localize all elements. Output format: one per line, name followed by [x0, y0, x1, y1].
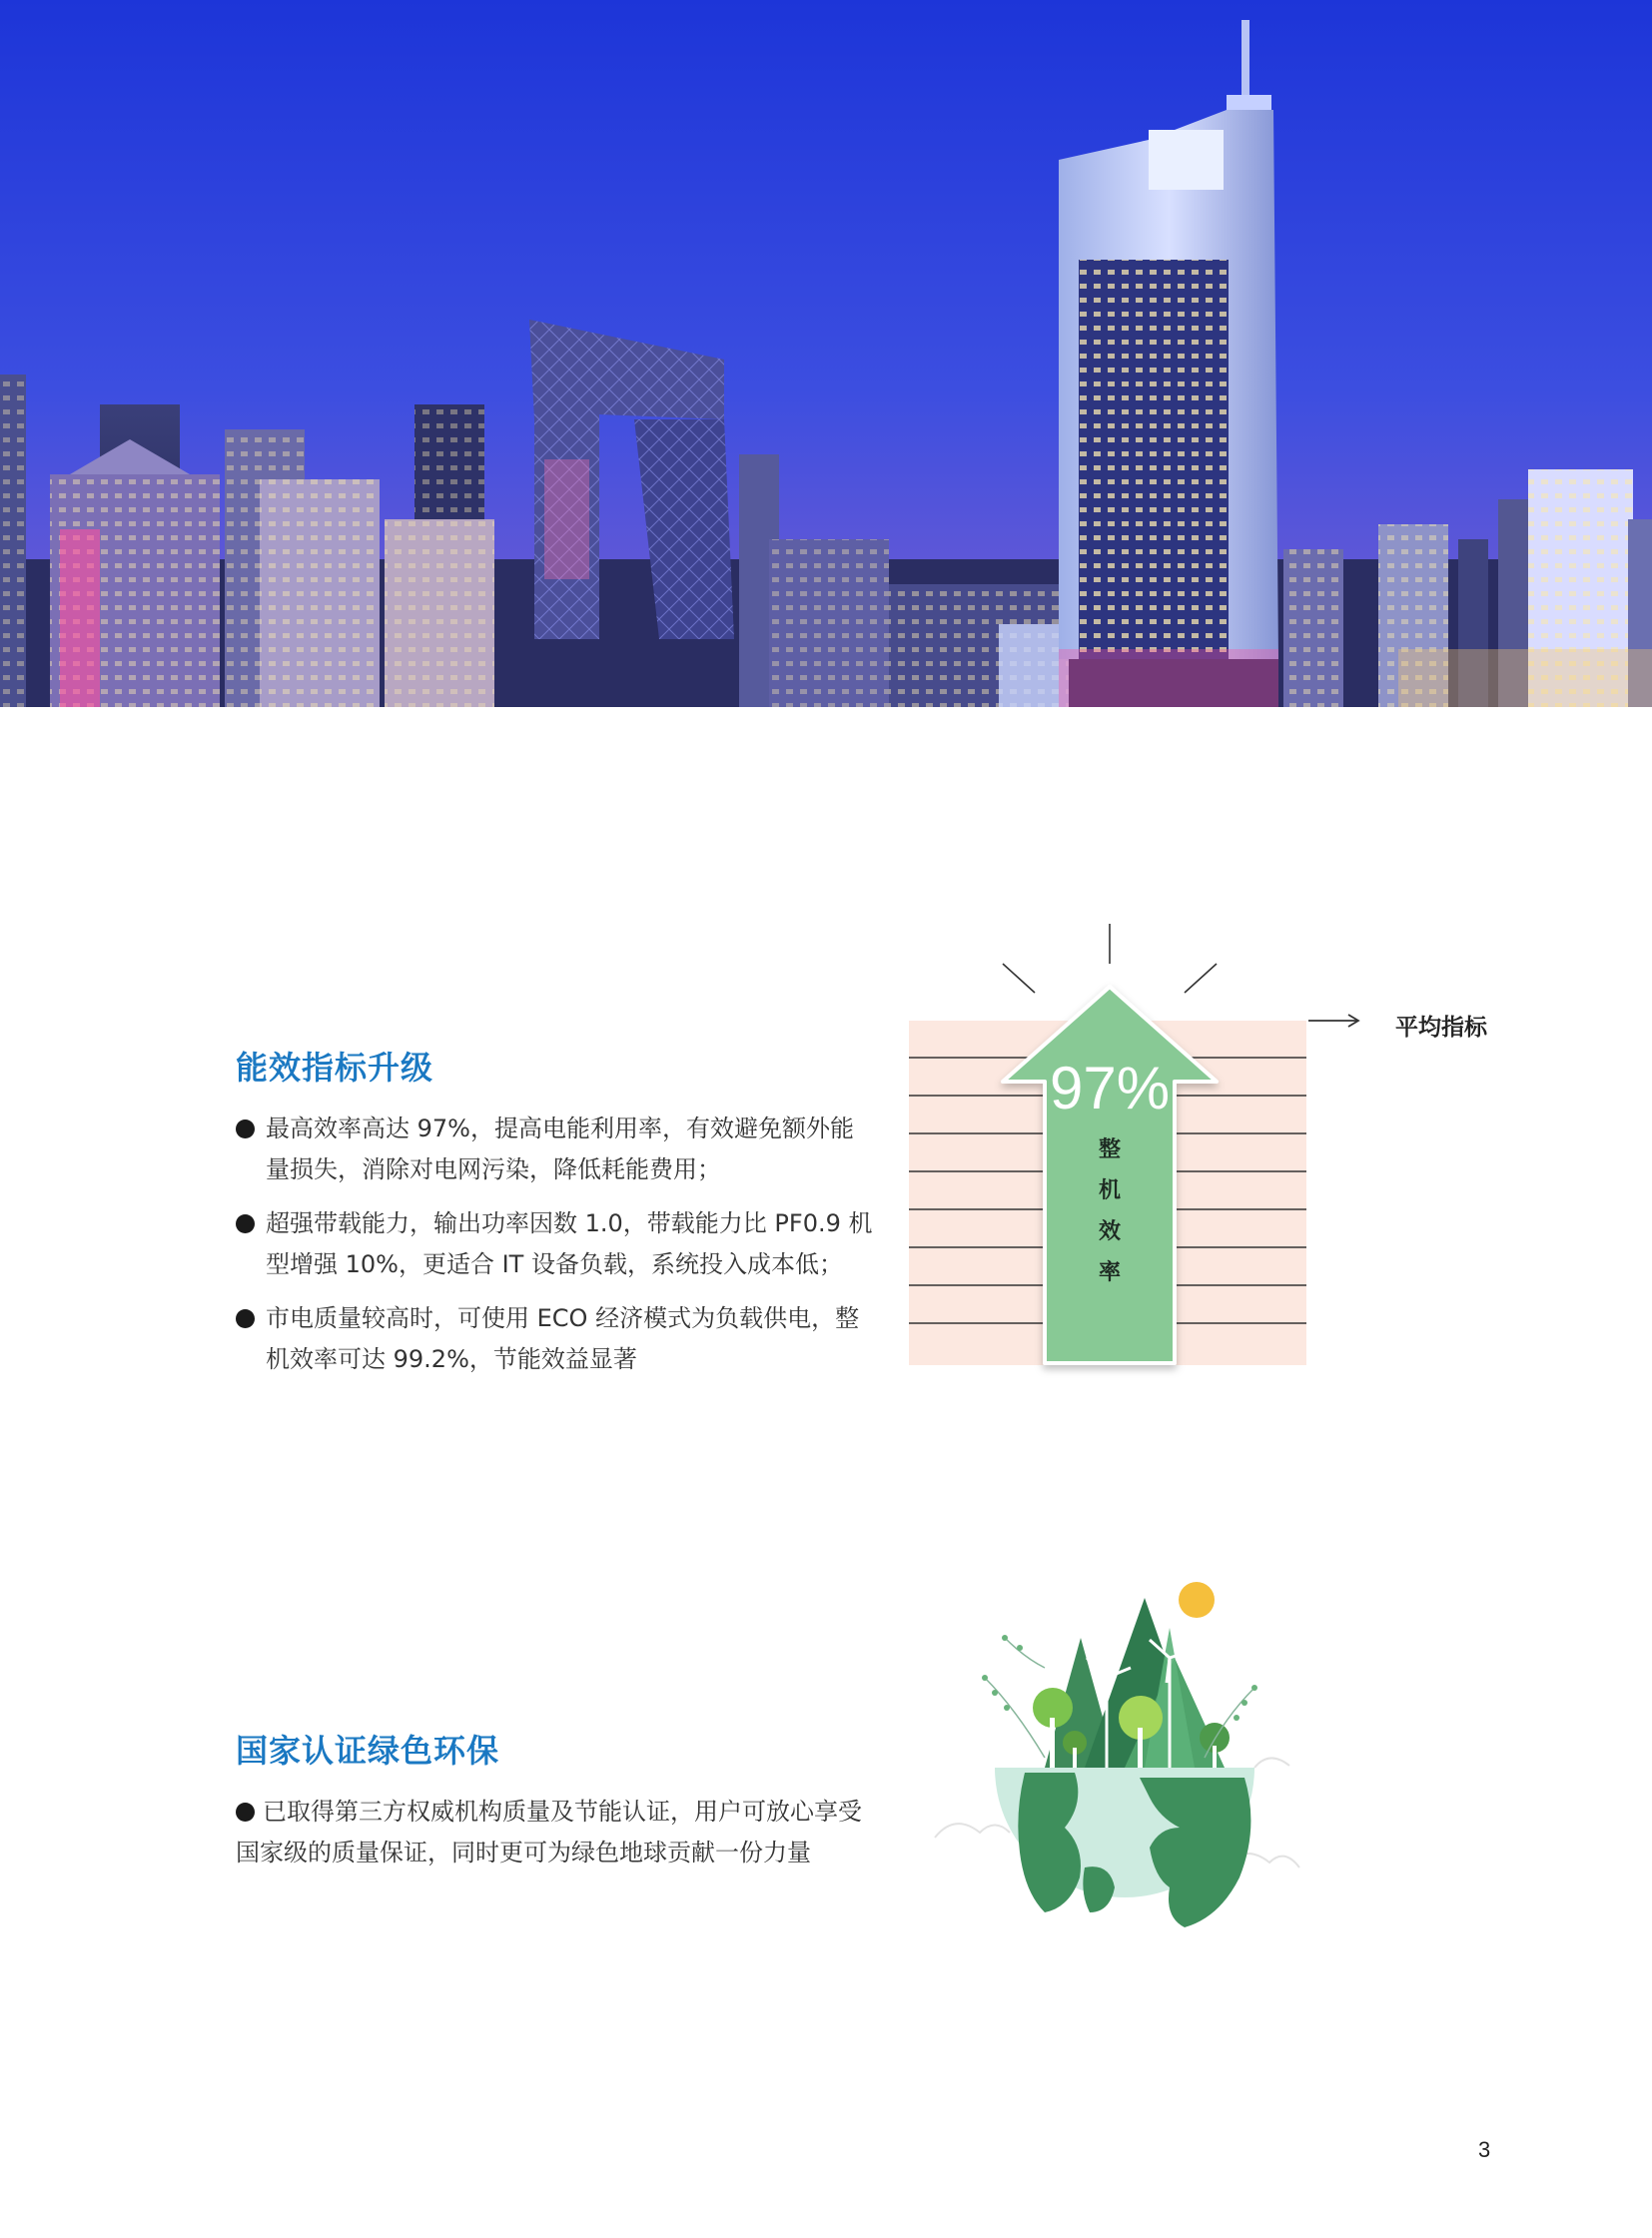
list-item	[236, 1298, 875, 1380]
list-item	[236, 1203, 875, 1285]
caption-char: 效	[1098, 1219, 1122, 1244]
list-item	[236, 1792, 875, 1873]
caption-char: 整	[1098, 1137, 1122, 1162]
sun-icon	[1179, 1582, 1215, 1618]
bullet-dot-icon	[236, 1119, 255, 1138]
bullet-dot-icon	[236, 1803, 255, 1822]
average-indicator-label: 平均指标	[1395, 1015, 1487, 1041]
page-number: 3	[1478, 2137, 1491, 2162]
bullet-text: 已取得第三方权威机构质量及节能认证，用户可放心享受国家级的质量保证，同时更可为绿色地球贡献一份力量	[236, 1798, 862, 1866]
bullet-text: 市电质量较高时，可使用 ECO 经济模式为负载供电，整机效率可达 99.2%，节能效益显著	[266, 1304, 860, 1373]
bullet-dot-icon	[236, 1214, 255, 1233]
caption-char: 机	[1098, 1178, 1122, 1203]
hero-cityscape-image	[0, 0, 1652, 707]
bullet-text: 超强带载能力，输出功率因数 1.0，带载能力比 PF0.9 机型增强 10%，更适合 IT 设备负载，系统投入成本低；	[266, 1209, 873, 1278]
bullet-dot-icon	[236, 1309, 255, 1328]
earth-globe-icon	[995, 1768, 1254, 1927]
efficiency-value-label: 97%	[1049, 1055, 1171, 1121]
ray-lines	[1003, 924, 1217, 993]
green-bullet-list	[236, 1792, 875, 1886]
efficiency-bullet-list	[236, 1109, 875, 1393]
efficiency-section-title: 能效指标升级	[236, 1049, 434, 1087]
bullet-text: 最高效率高达 97%，提高电能利用率，有效避免额外能量损失，消除对电网污染，降低耗能费用；	[266, 1115, 854, 1183]
caption-char: 率	[1098, 1260, 1122, 1285]
green-globe-illustration	[925, 1568, 1324, 1967]
green-section-title: 国家认证绿色环保	[236, 1732, 500, 1770]
right-arrow-icon	[1308, 1015, 1358, 1027]
list-item	[236, 1109, 875, 1190]
efficiency-arrow-graphic	[899, 914, 1518, 1383]
